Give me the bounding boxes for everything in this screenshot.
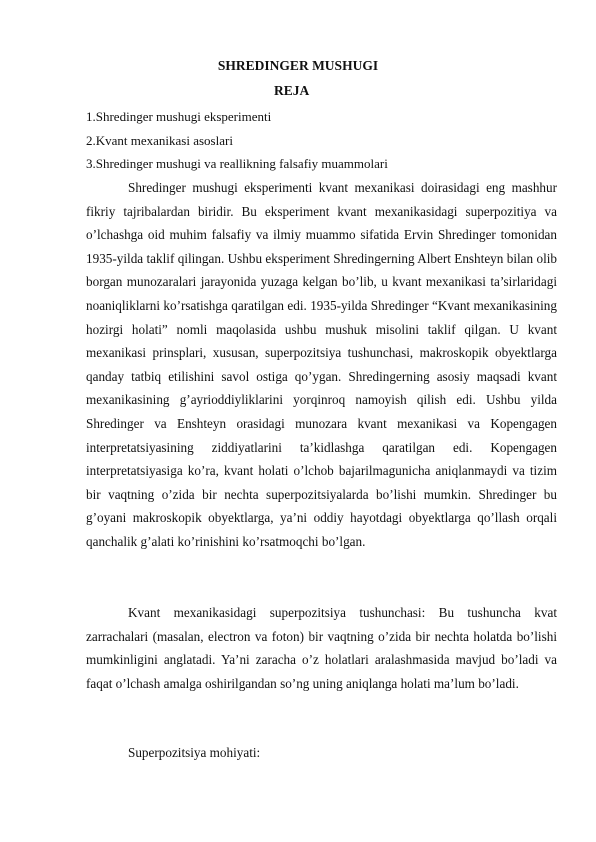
plan-list bbox=[86, 105, 388, 176]
document-title-text: SHREDINGER MUSHUGI bbox=[217, 58, 379, 73]
plan-item: 1.Shredinger mushugi eksperimenti bbox=[86, 109, 272, 124]
paragraph-heading-superposition-essence: Superpozitsiya mohiyati: bbox=[128, 745, 261, 760]
document-subtitle: REJA bbox=[274, 83, 310, 98]
plan-item: 2.Kvant mexanikasi asoslari bbox=[86, 132, 233, 148]
paragraph-superposition: Kvant mexanikasidagi superpozitsiya tushunchasi: Bu tushuncha kvat zarrachalari (masalan, electron va foton) bir vaqtning o’zida bir nechta holatda bo’lishi mumkinligini anglatadi. Ya’ni zaracha o’z holatlari aralashmasida mavjud bo’ladi va faqat o’lchash amalga oshirilgandan so’ng uning aniqlanga holati ma’lum bo’ladi. bbox=[86, 605, 557, 691]
document-title bbox=[0, 57, 596, 75]
plan-item: 3.Shredinger mushugi va reallikning falsafiy muammolari bbox=[86, 156, 388, 171]
paragraph-intro: Shredinger mushugi eksperimenti kvant mexanikasi doirasidagi eng mashhur fikriy tajribalardan biridir. Bu eksperiment kvant mexanikasidagi superpozitiya va o’lchashga oid muhim falsafiy va ilmiy muammo sifatida Ervin Shredinger tomonidan 1935-yilda taklif qilingan. Ushbu eksperiment Shredingerning Albert Enshteyn bilan olib borgan munozaralari jarayonida yuzaga kelgan bo’lib, u kvant mexanikasi ta’sirlaridagi noaniqliklarni ko’rsatishga qaratilgan edi. 1935-yilda Shredinger “Kvant mexanikasining hozirgi holati” nomli maqolasida ushbu mushuk misolini taklif qilgan. U kvant mexanikasi prinsplari, xususan, superpozitsiya tushunchasi, makroskopik obyektlarga qanday tatbiq etilishini savol ostiga qo’ygan. Shredingerning asosiy maqsadi kvant mexanikasining g’ayrioddiyliklarini yorqinroq namoyish qilish edi. Ushbu yilda Shredinger va Enshteyn orasidagi munozara kvant mexanikasi va Kopengagen interpretatsiyasining ziddiyatlarini ta’kidlashga qaratilgan edi. Kopengagen interpretatsiyasiga ko’ra, kvant holati o’lchob bajarilmagunicha aniqlanmaydi va tizim bir vaqtning o’zida bir nechta superpozitsiyalarda bo’lishi mumkin. Shredinger bu g’oyani makroskopik obyektlarga, ya’ni oddiy hayotdagi obyektlarga qo’llash orqali qanchalik g’alati ko’rinishini ko’rsatmoqchi bo’lgan. bbox=[86, 180, 557, 549]
